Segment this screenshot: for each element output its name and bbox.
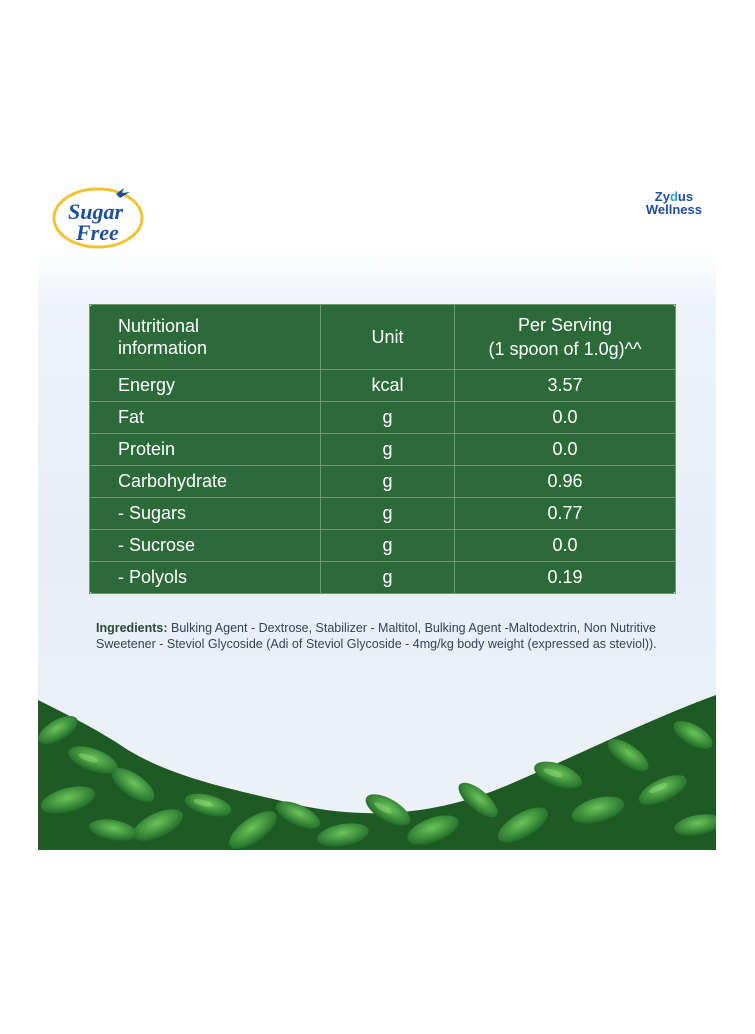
- nutrition-table: [89, 304, 676, 594]
- nutrient-unit: g: [321, 434, 455, 466]
- table-row: [90, 530, 676, 562]
- nutrient-value: 0.19: [455, 562, 676, 594]
- header-nutritional-information: Nutritional information: [90, 305, 321, 370]
- nutrient-unit: g: [321, 466, 455, 498]
- table-row: [90, 402, 676, 434]
- zydus-wordmark: Zydus: [654, 189, 694, 204]
- nutrient-unit: g: [321, 402, 455, 434]
- table-row: [90, 434, 676, 466]
- nutrient-value: 0.0: [455, 434, 676, 466]
- wellness-wordmark: Wellness: [645, 202, 702, 217]
- table-header-row: [90, 305, 676, 370]
- product-info-panel: [38, 168, 716, 850]
- nutrient-name: - Sugars: [90, 498, 321, 530]
- nutrient-name: Fat: [90, 402, 321, 434]
- table-row: [90, 466, 676, 498]
- zydus-wellness-logo: [646, 190, 702, 216]
- logo-text-free: Free: [76, 220, 119, 245]
- nutrient-unit: g: [321, 498, 455, 530]
- stevia-leaves-image: [38, 690, 716, 850]
- nutrient-name: Energy: [90, 370, 321, 402]
- table-row: [90, 562, 676, 594]
- ingredients-body: Bulking Agent - Dextrose, Stabilizer - Maltitol, Bulking Agent -Maltodextrin, Non Nutritive Sweetener - Steviol Glycoside (Adi of Steviol Glycoside - 4mg/kg body weight (expressed as steviol)).: [96, 621, 657, 651]
- nutrient-unit: g: [321, 562, 455, 594]
- header-unit: Unit: [321, 305, 455, 370]
- nutrient-name: Carbohydrate: [90, 466, 321, 498]
- nutrient-value: 3.57: [455, 370, 676, 402]
- logo-text-sugar: Sugar: [68, 199, 124, 224]
- nutrient-name: Protein: [90, 434, 321, 466]
- ingredients-text: [96, 620, 676, 652]
- ingredients-label: Ingredients:: [96, 621, 168, 635]
- nutrient-value: 0.0: [455, 402, 676, 434]
- nutrient-unit: g: [321, 530, 455, 562]
- nutrient-unit: kcal: [321, 370, 455, 402]
- table-row: [90, 370, 676, 402]
- sugar-free-logo: [50, 180, 146, 250]
- nutrient-name: - Polyols: [90, 562, 321, 594]
- nutrient-value: 0.96: [455, 466, 676, 498]
- nutrient-name: - Sucrose: [90, 530, 321, 562]
- nutrient-value: 0.0: [455, 530, 676, 562]
- nutrient-value: 0.77: [455, 498, 676, 530]
- table-row: [90, 498, 676, 530]
- header-per-serving: Per Serving (1 spoon of 1.0g)^^: [455, 305, 676, 370]
